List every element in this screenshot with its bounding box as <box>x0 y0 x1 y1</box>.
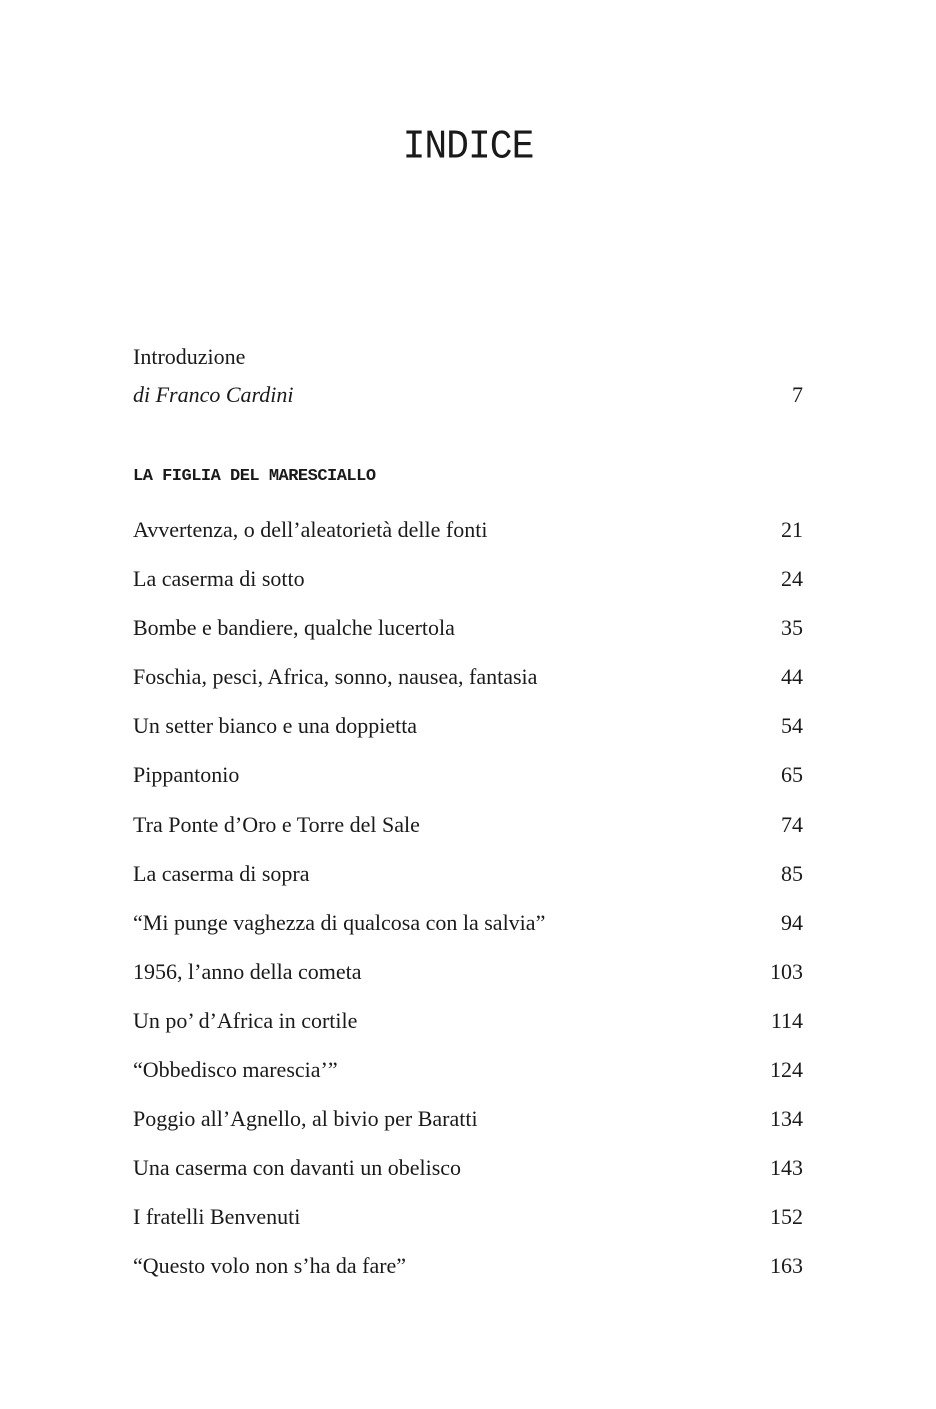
toc-entry <box>133 603 803 652</box>
toc-entry-title: La caserma di sopra <box>133 860 310 886</box>
introduction-author: di Franco Cardini <box>133 382 294 407</box>
toc-entry <box>133 849 803 898</box>
toc-entry-page: 24 <box>781 566 803 592</box>
introduction-title: Introduzione <box>133 344 246 369</box>
toc-entry-page: 85 <box>781 860 803 886</box>
toc-entry <box>133 505 803 554</box>
toc-entry <box>133 800 803 849</box>
toc-entry-title: Un po’ d’Africa in cortile <box>133 1007 358 1033</box>
toc-entry <box>133 1045 803 1094</box>
toc-entry-page: 35 <box>781 615 803 641</box>
introduction-author-row <box>133 376 803 414</box>
toc-entry-title: “Mi punge vaghezza di qualcosa con la salvia” <box>133 909 546 935</box>
toc-entry <box>133 701 803 750</box>
introduction-entry <box>133 338 803 414</box>
introduction-page-number: 7 <box>792 382 803 407</box>
toc-entry-title: 1956, l’anno della cometa <box>133 958 362 984</box>
toc-entry-page: 65 <box>781 762 803 788</box>
toc-entry-title: “Obbedisco marescia’” <box>133 1057 338 1083</box>
toc-entry-title: Avvertenza, o dell’aleatorietà delle fonti <box>133 517 488 542</box>
toc-entry-title: Poggio all’Agnello, al bivio per Baratti <box>133 1106 478 1132</box>
toc-entry-title: La caserma di sotto <box>133 566 305 592</box>
toc-entry <box>133 947 803 996</box>
toc-entry-page: 152 <box>770 1204 803 1230</box>
toc-entry-title: Tra Ponte d’Oro e Torre del Sale <box>133 811 420 837</box>
toc-entry-title: I fratelli Benvenuti <box>133 1204 301 1230</box>
toc-entry-title: “Questo volo non s’ha da fare” <box>133 1253 407 1279</box>
toc-entry-title: Una caserma con davanti un obelisco <box>133 1155 462 1181</box>
toc-entry-title: Pippantonio <box>133 762 240 788</box>
toc-entry <box>133 652 803 701</box>
toc-entry <box>133 1241 803 1290</box>
toc-entry <box>133 1094 803 1143</box>
page-title: INDICE <box>402 124 534 171</box>
toc-entry <box>133 750 803 799</box>
section-heading: LA FIGLIA DEL MARESCIALLO <box>133 467 376 486</box>
toc-entry-page: 114 <box>770 1007 803 1033</box>
toc-entry <box>133 996 803 1045</box>
table-of-contents <box>133 505 803 1291</box>
toc-entry <box>133 1192 803 1241</box>
toc-entry-page: 74 <box>781 811 803 837</box>
toc-entry-page: 103 <box>770 958 803 984</box>
toc-entry-page: 143 <box>770 1155 803 1181</box>
toc-entry-title: Foschia, pesci, Africa, sonno, nausea, fantasia <box>133 664 538 690</box>
toc-entry-title: Bombe e bandiere, qualche lucertola <box>133 615 455 641</box>
toc-entry-page: 21 <box>781 517 803 542</box>
toc-entry-title: Un setter bianco e una doppietta <box>133 713 418 739</box>
toc-entry-page: 124 <box>770 1057 803 1083</box>
toc-entry-page: 94 <box>781 909 803 935</box>
toc-entry <box>133 898 803 947</box>
toc-entry-page: 54 <box>781 713 803 739</box>
toc-entry-page: 44 <box>781 664 803 690</box>
toc-entry <box>133 554 803 603</box>
toc-entry-page: 163 <box>770 1253 803 1279</box>
toc-entry <box>133 1143 803 1192</box>
toc-entry-page: 134 <box>770 1106 803 1132</box>
